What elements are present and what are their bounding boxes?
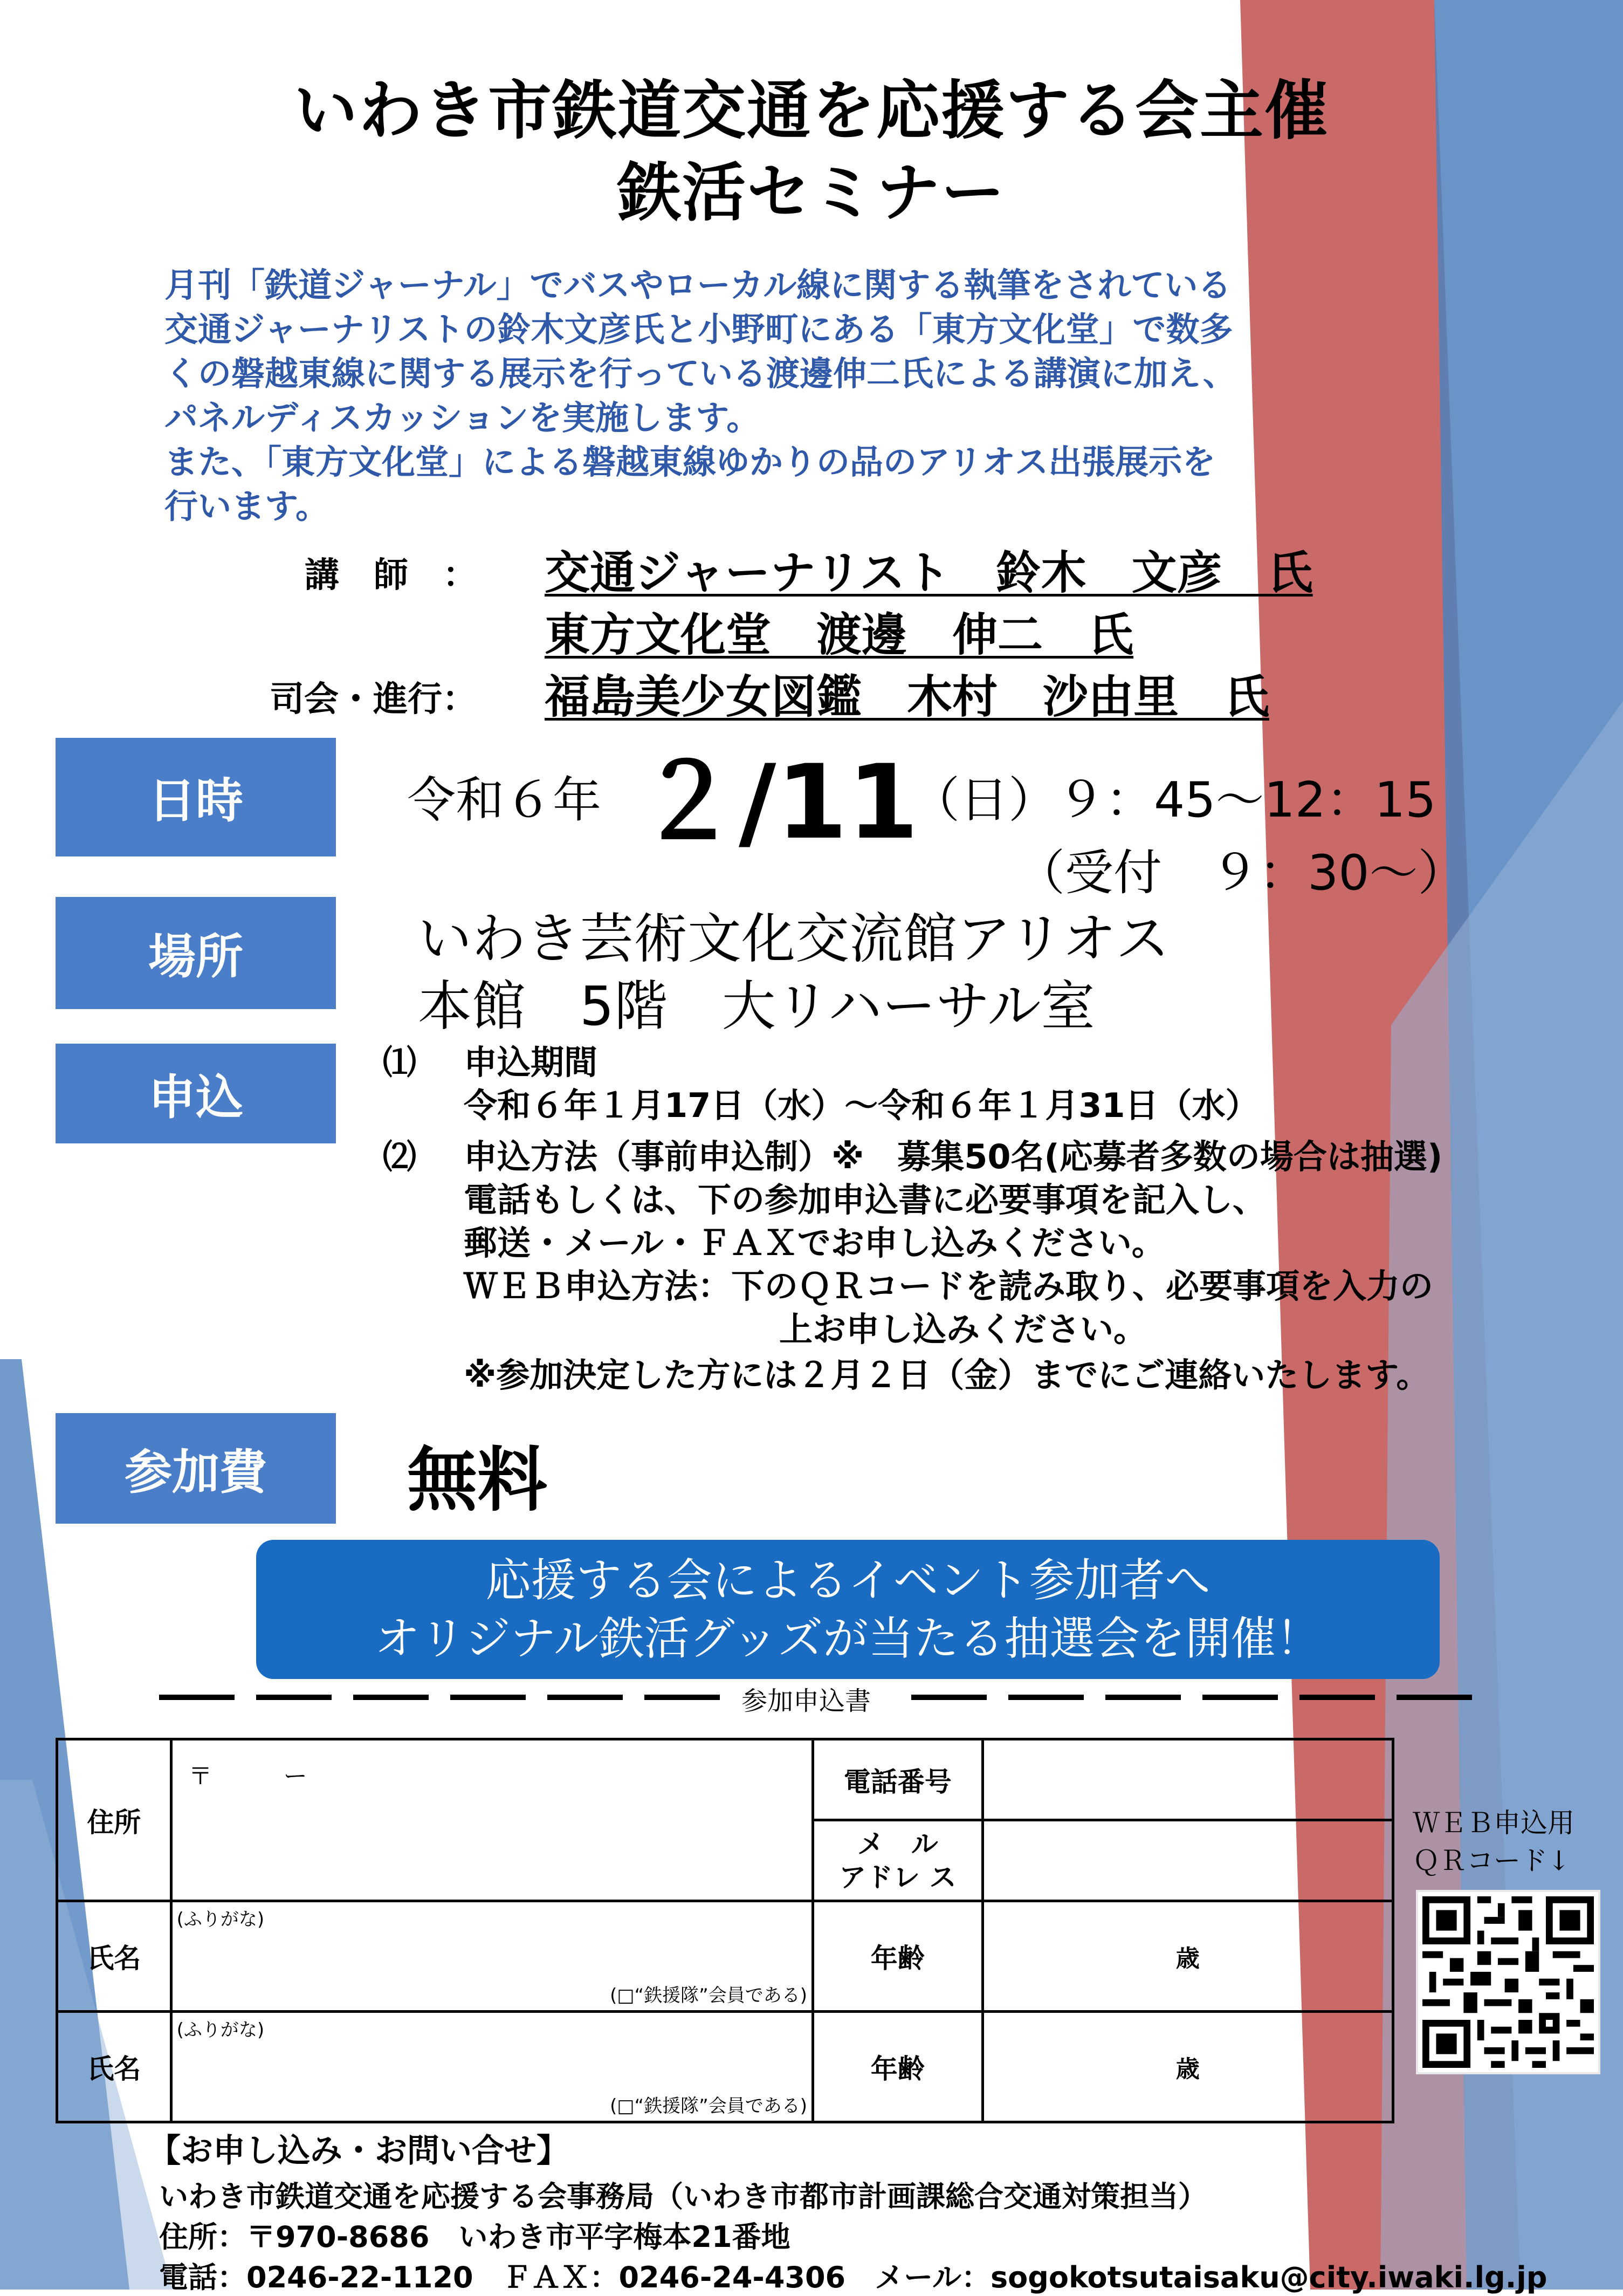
application-item1-title: 申込期間 bbox=[464, 1043, 598, 1082]
application-period: 令和６年１月17日（水）～令和６年１月31日（水） bbox=[464, 1086, 1259, 1125]
age-label: 年齢 bbox=[870, 2053, 925, 2085]
name-input-2[interactable] bbox=[171, 2012, 813, 2122]
datetime-era: 令和６年 bbox=[407, 772, 601, 828]
application-line: 郵送・メール・ＦＡＸでお申し込みください。 bbox=[464, 1223, 1165, 1263]
application-item2-title: 申込方法（事前申込制）※ 募集50名(応募者多数の場合は抽選) bbox=[464, 1137, 1443, 1176]
age-label-cell bbox=[813, 2012, 983, 2122]
application-line: 上お申し込みください。 bbox=[779, 1310, 1147, 1349]
furigana-label: (ふりがな) bbox=[176, 1909, 265, 1930]
fee-label: 参加費 bbox=[56, 1413, 336, 1524]
form-heading: 参加申込書 bbox=[741, 1686, 871, 1716]
lottery-banner bbox=[256, 1540, 1440, 1679]
qr-caption-1: ＷＥＢ申込用 bbox=[1413, 1807, 1574, 1839]
age-input-2[interactable] bbox=[982, 2012, 1393, 2122]
age-unit: 歳 bbox=[1175, 1945, 1200, 1972]
separator-left bbox=[159, 1694, 720, 1701]
application-item1-num: ⑴ bbox=[383, 1043, 417, 1082]
datetime-label: 日時 bbox=[56, 738, 336, 856]
lecturer-2: 東方文化堂 渡邊 伸二 氏 bbox=[545, 608, 1134, 661]
email-input[interactable] bbox=[982, 1820, 1393, 1901]
name-label: 氏名 bbox=[87, 1943, 141, 1974]
footer-address: 住所：〒970-8686 いわき市平字梅本21番地 bbox=[159, 2220, 790, 2254]
age-label-cell bbox=[813, 1901, 983, 2012]
intro-line: 交通ジャーナリストの鈴木文彦氏と小野町にある「東方文化堂」で数多 bbox=[164, 310, 1233, 349]
qr-caption-2: ＱＲコード↓ bbox=[1413, 1845, 1570, 1876]
email-label-2: アドレ ス bbox=[839, 1861, 957, 1893]
intro-line: パネルディスカッションを実施します。 bbox=[164, 398, 760, 437]
application-label: 申込 bbox=[56, 1044, 336, 1143]
postal-mark: 〒 ー bbox=[188, 1763, 307, 1790]
lecturer-label: 講 師 ： bbox=[305, 556, 477, 595]
name-label-cell bbox=[57, 1901, 171, 2012]
name-input-1[interactable] bbox=[171, 1901, 813, 2012]
web-application-qr-code[interactable] bbox=[1418, 1892, 1598, 2072]
main-title: いわき市鉄道交通を応援する会主催 bbox=[293, 73, 1329, 148]
age-label: 年齢 bbox=[870, 1943, 925, 1974]
banner-line-2: オリジナル鉄活グッズが当たる抽選会を開催！ bbox=[374, 1612, 1322, 1665]
venue-line-2: 本館 5階 大リハーサル室 bbox=[418, 975, 1095, 1038]
venue-line-1: いわき芸術文化交流館アリオス bbox=[418, 907, 1170, 970]
age-unit: 歳 bbox=[1175, 2055, 1200, 2083]
footer-contact: 電話：0246-22-1120 ＦＡＸ：0246-24-4306 メール：sogokotsutaisaku@city.iwaki.lg.jp bbox=[159, 2260, 1548, 2294]
footer-organization: いわき市鉄道交通を応援する会事務局（いわき市都市計画課総合交通対策担当） bbox=[159, 2180, 1207, 2213]
intro-line: 行います。 bbox=[164, 486, 329, 526]
age-input-1[interactable] bbox=[982, 1901, 1393, 2012]
intro-line: 月刊「鉄道ジャーナル」でバスやローカル線に関する執筆をされている bbox=[164, 265, 1232, 305]
intro-line: くの磐越東線に関する展示を行っている渡邊伸二氏による講演に加え、 bbox=[164, 354, 1236, 393]
phone-label: 電話番号 bbox=[843, 1766, 952, 1798]
name-label: 氏名 bbox=[87, 2053, 141, 2085]
furigana-label: (ふりがな) bbox=[176, 2019, 265, 2041]
address-label: 住所 bbox=[87, 1806, 141, 1838]
intro-paragraph bbox=[164, 263, 1448, 529]
address-label-cell bbox=[57, 1739, 171, 1901]
datetime-reception: （受付 ９：30～） bbox=[1016, 845, 1467, 901]
phone-label-cell bbox=[813, 1739, 983, 1820]
host-label: 司会・進行： bbox=[270, 680, 477, 719]
application-form bbox=[56, 1738, 1394, 2123]
application-notice: ※参加決定した方には２月２日（金）までにご連絡いたします。 bbox=[464, 1355, 1430, 1395]
address-input[interactable] bbox=[171, 1739, 813, 1901]
application-web-method: ＷＥＢ申込方法：下のＱＲコードを読み取り、必要事項を入力の bbox=[464, 1266, 1434, 1306]
member-checkbox-label[interactable]: (□“鉄援隊”会員である) bbox=[610, 1985, 808, 2006]
host-name: 福島美少女図鑑 木村 沙由里 氏 bbox=[545, 670, 1270, 723]
member-checkbox-label[interactable]: (□“鉄援隊”会員である) bbox=[610, 2095, 808, 2117]
fee-value: 無料 bbox=[407, 1439, 548, 1521]
email-label-1: メ ル bbox=[857, 1828, 938, 1860]
application-item2-num: ⑵ bbox=[383, 1137, 417, 1176]
footer-heading: 【お申し込み・お問い合せ】 bbox=[148, 2132, 569, 2170]
main-subtitle: 鉄活セミナー bbox=[617, 155, 1006, 230]
banner-line-1: 応援する会によるイベント参加者へ bbox=[485, 1554, 1211, 1607]
lecturer-1: 交通ジャーナリスト 鈴木 文彦 氏 bbox=[545, 546, 1313, 599]
venue-label: 場所 bbox=[56, 897, 336, 1009]
email-label-cell bbox=[813, 1820, 983, 1901]
separator-right bbox=[911, 1694, 1472, 1701]
datetime-time: （日）９：45～12：15 bbox=[911, 772, 1436, 828]
phone-input[interactable] bbox=[982, 1739, 1393, 1820]
qr-code-graphic bbox=[1422, 1896, 1594, 2068]
datetime-date: ２/11 bbox=[636, 743, 919, 862]
intro-line: また、「東方文化堂」による磐越東線ゆかりの品のアリオス出張展示を bbox=[164, 442, 1216, 482]
application-line: 電話もしくは、下の参加申込書に必要事項を記入し、 bbox=[464, 1180, 1267, 1219]
name-label-cell bbox=[57, 2012, 171, 2122]
